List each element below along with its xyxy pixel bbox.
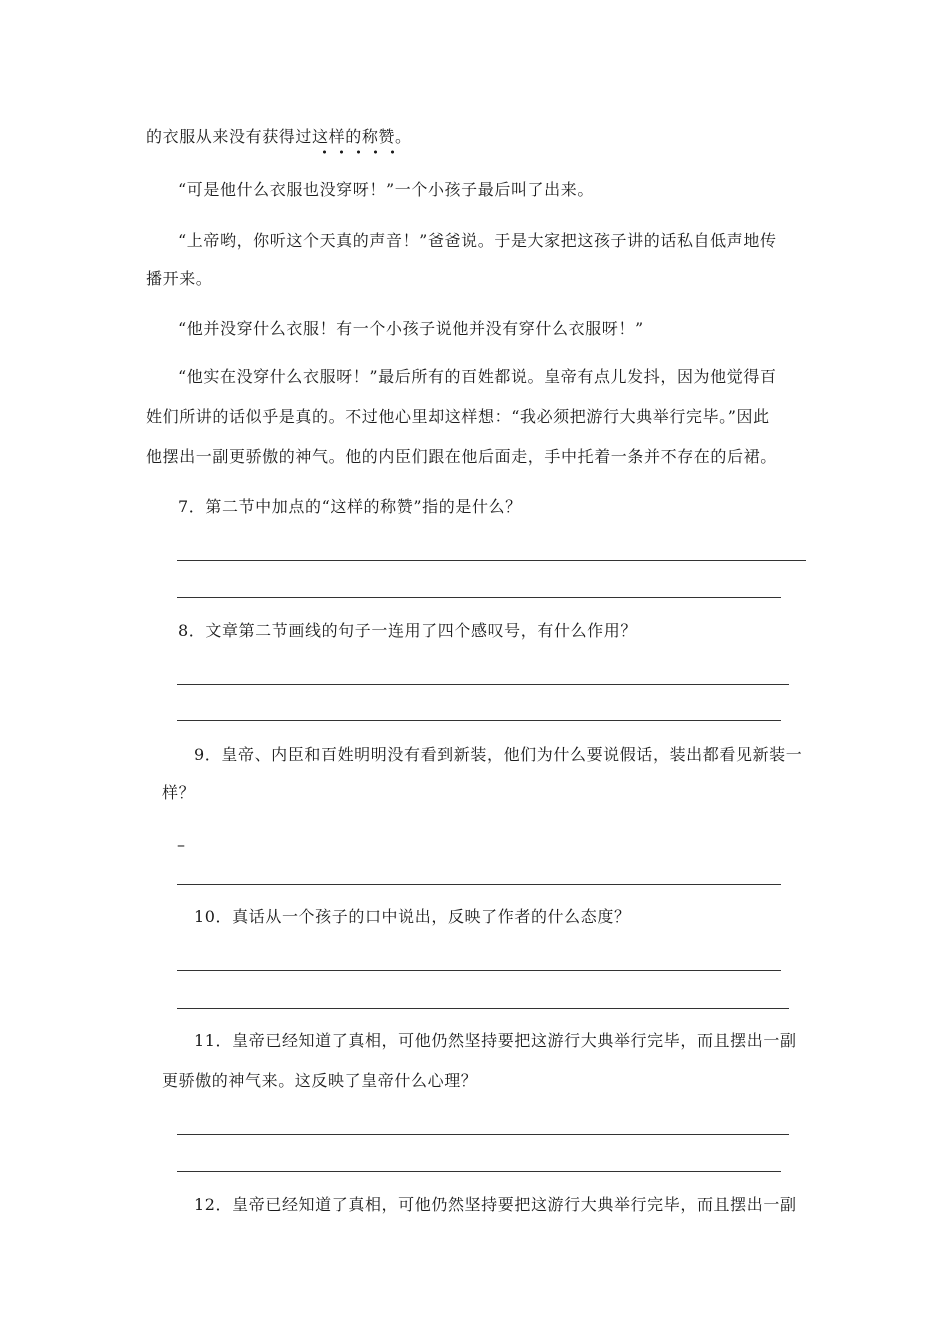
question-9-cont: 样？ (162, 783, 196, 802)
answer-line[interactable] (177, 560, 806, 561)
answer-line[interactable] (177, 884, 781, 885)
passage-text: 的衣服从来没有获得过 (146, 127, 313, 146)
question-8: 8．文章第二节画线的句子一连用了四个感叹号，有什么作用？ (178, 621, 637, 640)
passage-paragraph-cont: 姓们所讲的话似乎是真的。不过他心里却这样想：“我必须把游行大典举行完毕。”因此 (146, 407, 770, 426)
answer-line[interactable] (177, 684, 789, 685)
question-11: 11．皇帝已经知道了真相，可他仍然坚持要把这游行大典举行完毕，而且摆出一副 (194, 1031, 797, 1050)
answer-line[interactable] (177, 720, 781, 721)
answer-line[interactable] (177, 970, 781, 971)
passage-text: 。 (395, 127, 412, 146)
question-7: 7．第二节中加点的“这样的称赞”指的是什么？ (178, 497, 522, 516)
question-12: 12．皇帝已经知道了真相，可他仍然坚持要把这游行大典举行完毕，而且摆出一副 (194, 1195, 797, 1214)
answer-line[interactable] (177, 1134, 789, 1135)
passage-paragraph: “可是他什么衣服也没穿呀！”一个小孩子最后叫了出来。 (178, 180, 594, 199)
question-9: 9．皇帝、内臣和百姓明明没有看到新装，他们为什么要说假话，装出都看见新装一 (194, 745, 803, 764)
question-11-cont: 更骄傲的神气来。这反映了皇帝什么心理？ (162, 1071, 478, 1090)
answer-line[interactable] (177, 1171, 781, 1172)
passage-paragraph: “他实在没穿什么衣服呀！”最后所有的百姓都说。皇帝有点儿发抖，因为他觉得百 (178, 367, 777, 386)
question-10: 10．真话从一个孩子的口中说出，反映了作者的什么态度？ (194, 907, 631, 926)
passage-paragraph-cont: 播开来。 (146, 269, 213, 288)
passage-paragraph: “他并没穿什么衣服！有一个小孩子说他并没有穿什么衣服呀！” (178, 319, 644, 338)
emphasized-phrase: 这样的称赞 (312, 127, 396, 146)
answer-line[interactable] (177, 597, 781, 598)
passage-paragraph-cont: 他摆出一副更骄傲的神气。他的内臣们跟在他后面走，手中托着一条并不存在的后裙。 (146, 447, 777, 466)
answer-line[interactable] (177, 1008, 789, 1009)
passage-line-1 (146, 126, 412, 148)
passage-paragraph: “上帝哟，你听这个天真的声音！”爸爸说。于是大家把这孩子讲的话私自低声地传 (178, 231, 777, 250)
dash-mark: – (177, 835, 186, 854)
